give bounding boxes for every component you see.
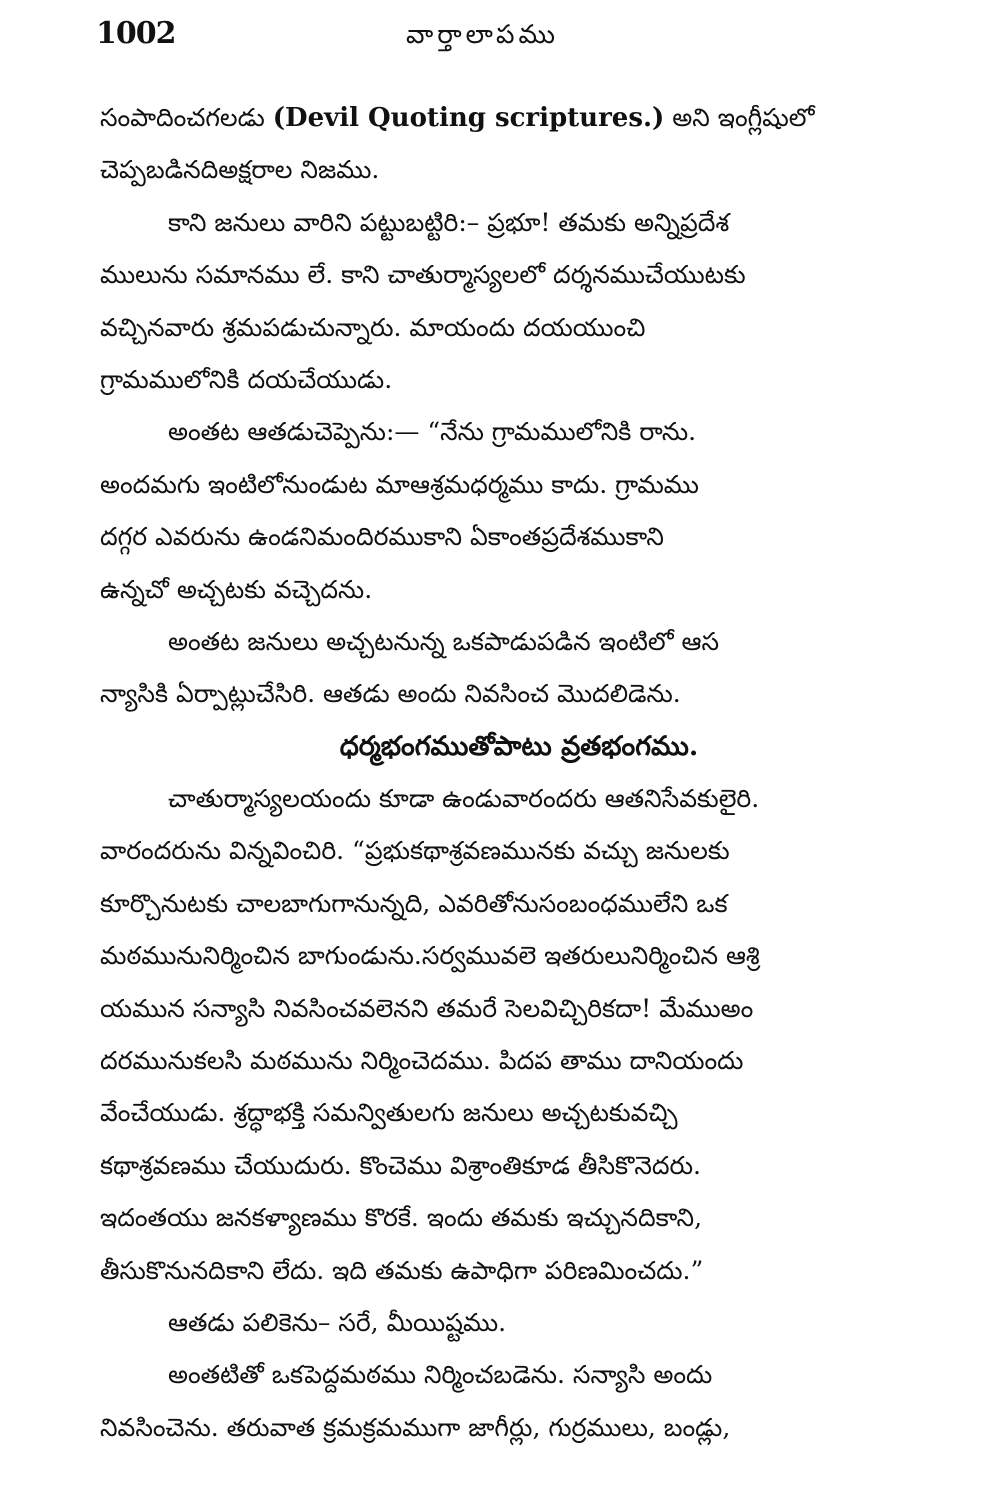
page-number: 1002 <box>96 16 176 51</box>
text-line-25: అంతటితో ఒకపెద్దమఠము నిర్మించబడెను. సన్యాసి అందు <box>168 1360 713 1390</box>
text-line-19: దరమునుకలసి మఠమును నిర్మించెదము. పిదప తాము దానియందు <box>100 1046 744 1076</box>
body-text <box>100 92 938 1454</box>
section-heading: ధర్మభంగముతోపాటు వ్రతభంగము. <box>339 730 699 762</box>
text-line-23: తీసుకొనునదికాని లేదు. ఇది తమకు ఉపాధిగా పరిణమించదు.” <box>100 1255 704 1285</box>
text-line-10: ఉన్నచో అచ్చటకు వచ్చెదను. <box>100 574 373 604</box>
text-line-9: దగ్గర ఎవరును ఉండనిమందిరముకాని ఏకాంతప్రదేశముకాని <box>100 522 664 552</box>
text-line-26: నివసించెను. తరువాత క్రమక్రమముగా జాగీర్లు, గుర్రములు, బండ్లు, <box>100 1412 731 1442</box>
text-line-8: అందమగు ఇంటిలోనుండుట మాఆశ్రమధర్మము కాదు. గ్రామము <box>100 469 699 499</box>
text-line-18: యమున సన్యాసి నివసించవలెనని తమరే సెలవిచ్చిరికదా! మేముఅం <box>100 993 754 1023</box>
text-line-21: కథాశ్రవణము చేయుదురు. కొంచెము విశ్రాంతికూడ తీసికొనెదరు. <box>100 1150 701 1180</box>
running-title: వార్తాలాపము <box>406 20 560 50</box>
text-line-1 <box>100 92 938 144</box>
english-phrase: (Devil Quoting scriptures.) <box>272 103 665 133</box>
text-line-7: అంతట ఆతడుచెప్పెను:— “నేను గ్రామములోనికి రాను. <box>168 417 697 447</box>
text-line-12: న్యాసికి ఏర్పాట్లుచేసిరి. ఆతడు అందు నివసించ మొదలిడెను. <box>100 679 681 709</box>
text-line-1-pre: సంపాదించగలడు <box>100 103 273 132</box>
text-line-6: గ్రామములోనికి దయచేయుడు. <box>100 364 393 394</box>
text-line-16: కూర్చొనుటకు చాలబాగుగానున్నది, ఎవరితోనుసంబంధములేని ఒక <box>100 888 728 918</box>
text-line-20: వేంచేయుడు. శ్రద్ధాభక్తి సమన్వితులగు జనులు అచ్చటకువచ్చి <box>100 1098 678 1128</box>
text-line-17: మఠమునునిర్మించిన బాగుండును.సర్వమువలె ఇతరులునిర్మించిన ఆశ్రి <box>100 941 760 971</box>
text-line-2: చెప్పబడినదిఅక్షరాల నిజము. <box>100 155 380 185</box>
text-line-15: వారందరును విన్నవించిరి. “ప్రభుకథాశ్రవణమునకు వచ్చు జనులకు <box>100 836 730 866</box>
text-line-22: ఇదంతయు జనకళ్యాణము కొరకే. ఇందు తమకు ఇచ్చునదికాని, <box>100 1203 703 1233</box>
text-line-11: అంతట జనులు అచ్చటనున్న ఒకపాడుపడిన ఇంటిలో ఆస <box>168 626 720 656</box>
text-line-3: కాని జనులు వారిని పట్టుబట్టిరి:– ప్రభూ! తమకు అన్నిప్రదేశ <box>168 207 730 237</box>
text-line-14: చాతుర్మాస్యలయందు కూడా ఉండువారందరు ఆతనిసేవకులైరి. <box>168 784 760 814</box>
text-line-4: ములును సమానము లే. కాని చాతుర్మాస్యలలో దర్శనముచేయుటకు <box>100 260 746 290</box>
text-line-5: వచ్చినవారు శ్రమపడుచున్నారు. మాయందు దయయుంచి <box>100 312 646 342</box>
text-line-24: ఆతడు పలికెను– సరే, మీయిష్టము. <box>168 1307 507 1337</box>
page-header <box>96 12 936 60</box>
text-line-1-post: అని ఇంగ్లీషులో <box>664 103 815 132</box>
